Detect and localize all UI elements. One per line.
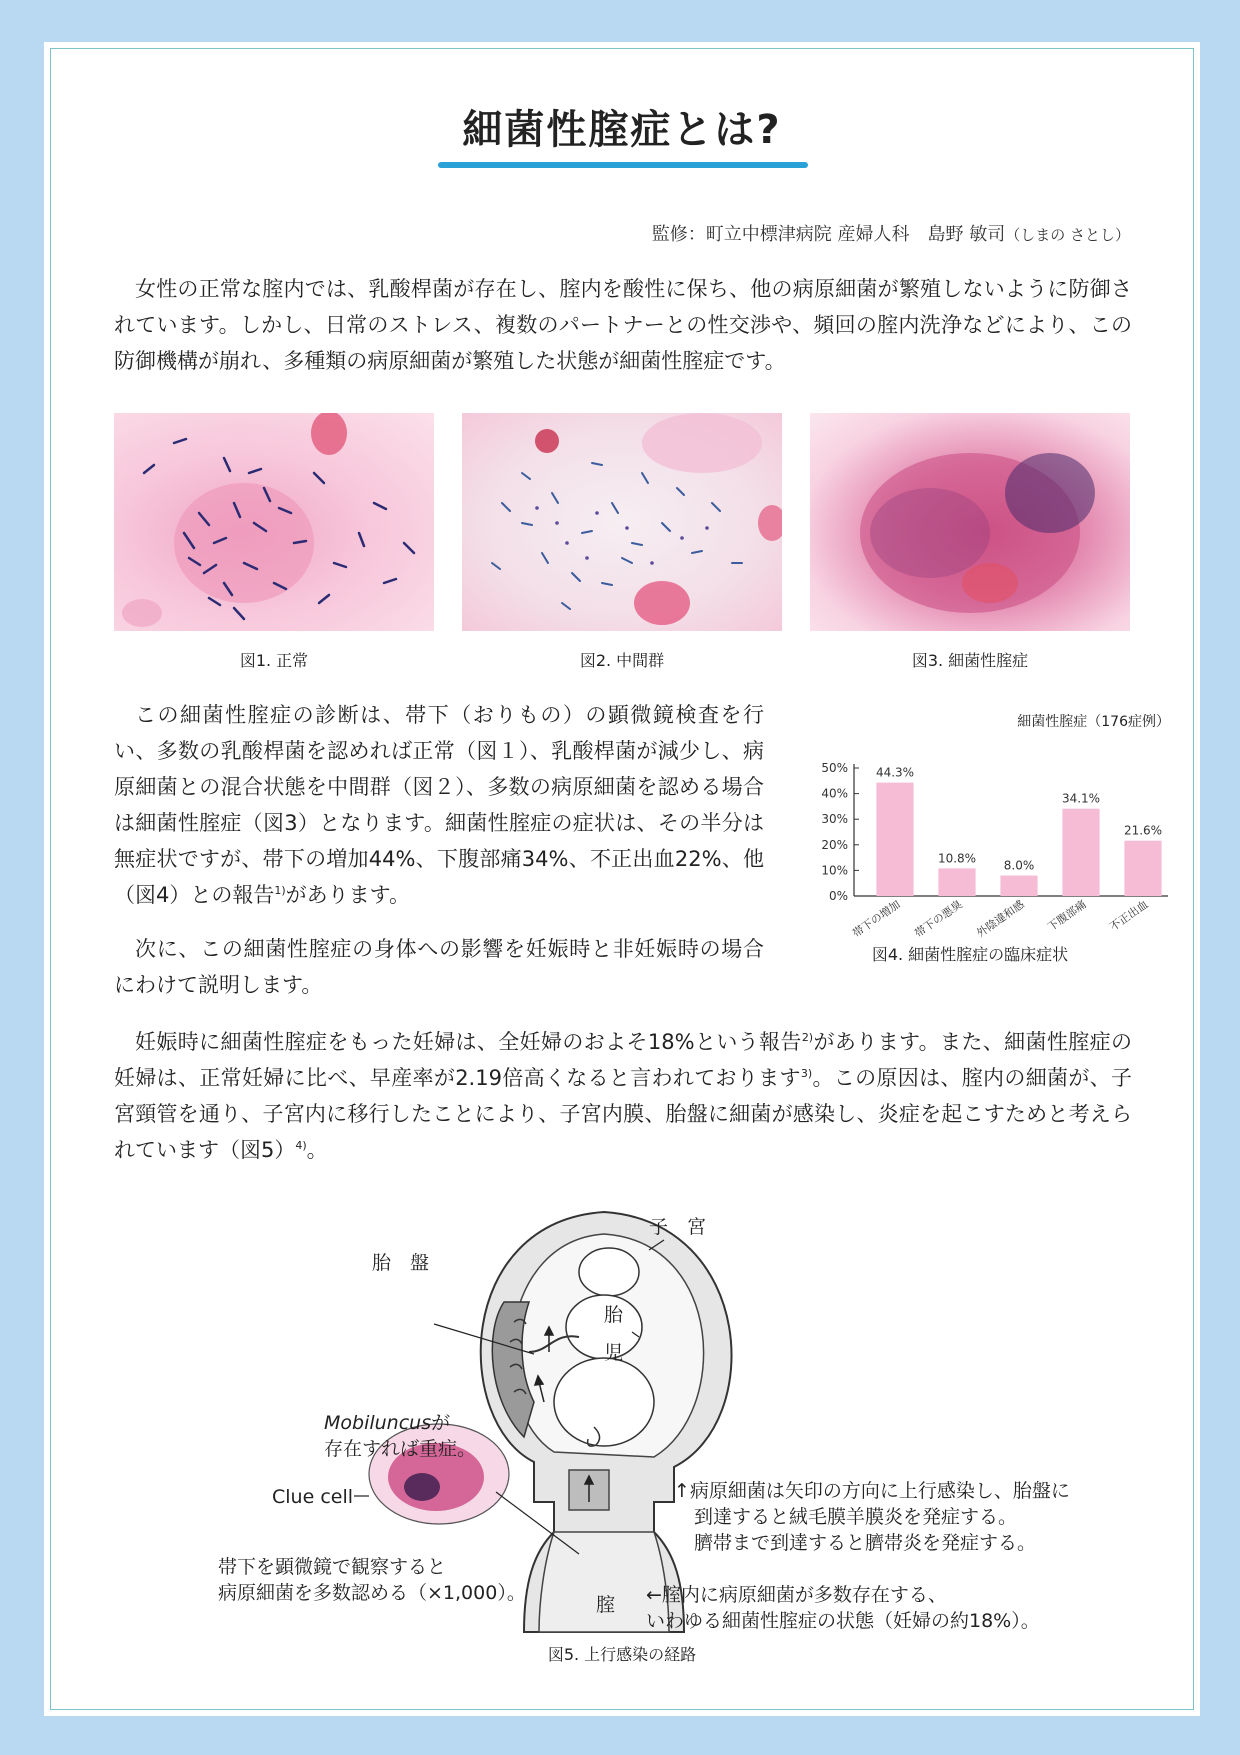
figure5-caption: 図5. 上行感染の経路: [547, 1645, 697, 1664]
category-label: 帯下の増加: [850, 897, 903, 941]
figure1-caption: 図1. 正常: [239, 651, 309, 670]
effects-intro-paragraph: 次に、この細菌性腟症の身体への影響を妊娠時と非妊娠時の場合にわけて説明します。: [114, 937, 764, 997]
label-uterus: 子 宮: [649, 1216, 707, 1238]
label-vagina: 腟: [596, 1594, 616, 1616]
data-label: 10.8%: [937, 851, 977, 866]
label-placenta: 胎 盤: [372, 1252, 430, 1274]
supervisor-credit: [652, 220, 1130, 246]
label-mobiluncus-line2: 存在すれば重症。: [324, 1438, 477, 1460]
label-ascend-line1: ↑病原細菌は矢印の方向に上行感染し、胎盤に: [674, 1480, 1070, 1502]
label-microscope-line1: 帯下を顕微鏡で観察すると: [218, 1556, 447, 1578]
category-label: 不正出血: [1107, 897, 1151, 934]
label-mobiluncus: [324, 1410, 450, 1436]
data-label: 8.0%: [1003, 858, 1035, 873]
reference-1: 1): [274, 884, 286, 897]
pregnancy-text-a: 妊娠時に細菌性腟症をもった妊婦は、全妊婦のおよそ18%という報告: [135, 1030, 802, 1054]
y-tick-label: 50%: [821, 761, 848, 775]
y-tick-label: 10%: [821, 863, 848, 878]
bar: [1000, 876, 1037, 896]
chart-svg: [804, 708, 1184, 948]
reference-3: 3): [800, 1067, 813, 1080]
data-label: 44.3%: [875, 765, 915, 780]
figure3-caption: 図3. 細菌性腟症: [911, 651, 1029, 670]
y-tick-label: 30%: [821, 812, 848, 827]
pregnancy-paragraph: [114, 1024, 1132, 1168]
page-title: 細菌性腟症とは?: [462, 107, 782, 153]
supervisor-reading: （しまの さとし）: [1005, 226, 1130, 244]
symptom-bar-chart: [804, 708, 1184, 948]
reference-2: 2): [801, 1031, 814, 1044]
category-label: 帯下の悪臭: [912, 897, 965, 941]
data-label: 21.6%: [1123, 823, 1163, 838]
category-label: 下腹部痛: [1045, 897, 1089, 934]
pregnancy-text-c: 。この原因は、腟内の細菌が、子宮頸管を通り、子宮内に移行したことにより、子宮内膜、胎盤に細菌が感染し、炎症を起こすためと考えられています（図5）: [114, 1066, 1132, 1162]
micrograph-normal: [114, 413, 434, 631]
pregnancy-text-d: 。: [306, 1138, 328, 1162]
label-ascend-line2: 到達すると絨毛膜羊膜炎を発症する。: [694, 1506, 1018, 1528]
intro-paragraph: 女性の正常な腟内では、乳酸桿菌が存在し、腟内を酸性に保ち、他の病原細菌が繁殖しないように防御されています。しかし、日常のストレス、複数のパートナーとの性交渉や、頻回の腟内洗浄などにより、この防御機構が崩れ、多種類の病原細菌が繁殖した状態が細菌性腟症です。: [114, 277, 1132, 373]
chart-title: 細菌性腟症（176症例）: [1017, 714, 1170, 730]
supervisor-text: 監修：町立中標津病院 産婦人科 島野 敏司: [651, 224, 1006, 245]
micrograph-intermediate: [462, 413, 782, 631]
label-ascend-line3: 臍帯まで到達すると臍帯炎を発症する。: [694, 1532, 1037, 1554]
data-label: 34.1%: [1061, 791, 1101, 806]
infection-route-diagram: [204, 1202, 1070, 1642]
label-vaginal-line2: いわゆる細菌性腟症の状態（妊婦の約18%）。: [646, 1610, 1040, 1632]
page-sheet: [44, 42, 1200, 1716]
mobiluncus-rest: が: [431, 1412, 451, 1434]
bar: [938, 868, 975, 896]
diagnosis-paragraph: [114, 697, 764, 913]
bar: [1124, 841, 1161, 896]
figure2-caption: 図2. 中間群: [579, 651, 665, 670]
y-tick-label: 40%: [821, 786, 848, 801]
label-fetus-1: 胎: [604, 1304, 624, 1326]
reference-4: 4): [295, 1139, 307, 1152]
category-label: 外陰違和感: [974, 897, 1027, 941]
y-tick-label: 20%: [821, 837, 848, 852]
label-fetus-2: 児: [604, 1342, 624, 1364]
label-microscope-line2: 病原細菌を多数認める（×1,000）。: [218, 1582, 526, 1604]
title-underline: [438, 162, 808, 168]
mobiluncus-italic: Mobiluncus: [324, 1412, 432, 1434]
y-tick-label: 0%: [828, 889, 848, 903]
figure4-caption: 図4. 細菌性腟症の臨床症状: [871, 945, 1069, 964]
diagnosis-tail: があります。: [285, 883, 410, 907]
bar: [876, 783, 913, 896]
bar: [1062, 809, 1099, 896]
label-clue-cell: Clue cell: [272, 1486, 354, 1508]
micrograph-bacterial-vaginosis: [810, 413, 1130, 631]
diagnosis-text: この細菌性腟症の診断は、帯下（おりもの）の顕微鏡検査を行い、多数の乳酸桿菌を認めれば正常（図１）、乳酸桿菌が減少し、病原細菌との混合状態を中間群（図２）、多数の病原細菌を認める場合は細菌性腟症（図3）となります。細菌性腟症の症状は、その半分は無症状ですが、帯下の増加44%、下腹部痛34%、不正出血22%、他（図4）との報告: [114, 703, 764, 907]
pregnancy-text-b: があります。また、細菌性腟症の妊婦は、正常妊婦に比べ、早産率が2.19倍高くなると言われております: [114, 1030, 1132, 1090]
label-vaginal-line1: ←腟内に病原細菌が多数存在する、: [646, 1584, 947, 1606]
